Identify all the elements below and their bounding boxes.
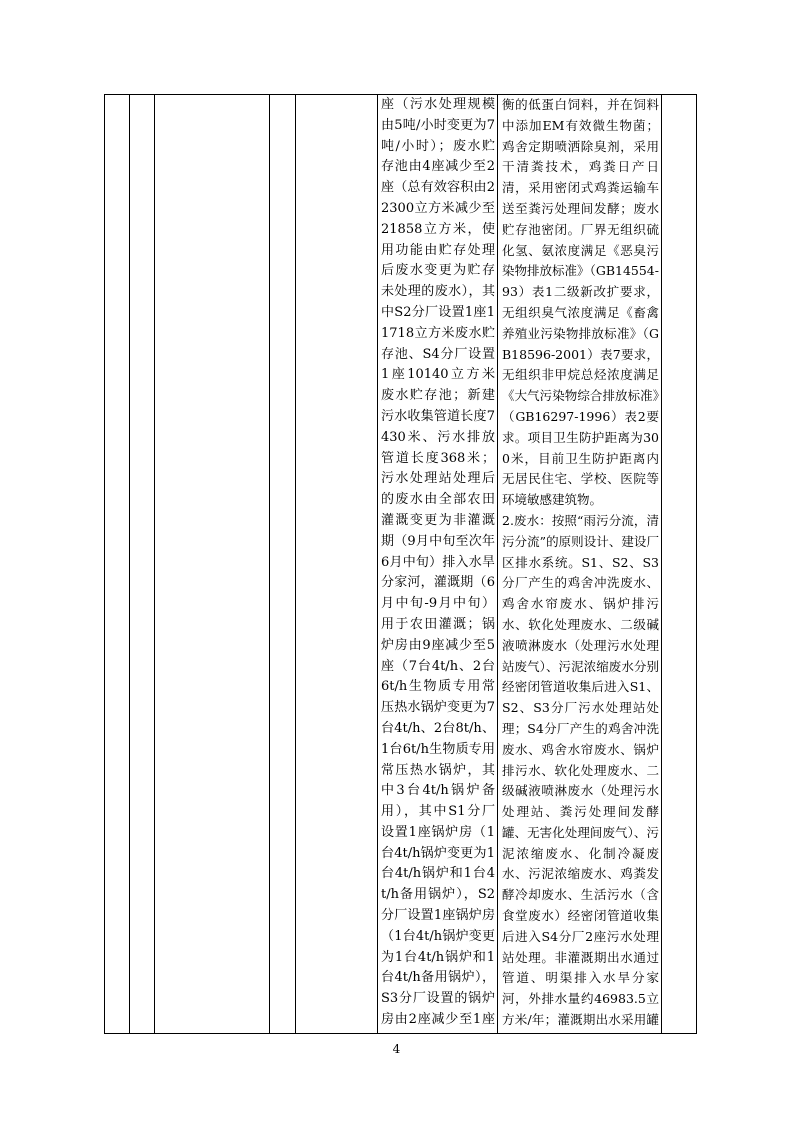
measures-text: 座（污水处理规模由5吨/小时变更为7吨/小时）；废水贮存池由4座减少至2座（总有效容积由22300立方米减少至21858立方米，使用功能由贮存处理后废水变更为贮存未处理的废水），其中S2分厂设置1座11718立方米废水贮存池、S4分厂设置1座10140立方米废水贮存池；新建污水收集管道长度7430米、污水排放管道长度368米；污水处理站处理后的废水由全部农田灌溉变更为非灌溉期（9月中旬至次年6月中旬）排入水旱分家河，灌溉期（6月中旬-9月中旬）用于农田灌溉；锅炉房由9座减少至5座（7台4t/h、2台6t/h生物质专用常压热水锅炉变更为7台4t/h、2台8t/h、1台6t/h生物质专用常压热水锅炉，其中3台4t/h锅炉备用），其中S1分厂设置1座锅炉房（1台4t/h锅炉变更为1台4t/h锅炉和1台4t/h备用锅炉），S2分厂设置1座锅炉房（1台4t/h锅炉变更为1台4t/h锅炉和1台4t/h备用锅炉），S3分厂设置的锅炉房由2座减少至1座 xyxy=(381,97,495,1028)
table-cell-requirements xyxy=(498,95,662,1034)
table-row xyxy=(105,95,697,1034)
table-cell-empty xyxy=(270,95,296,1034)
table-cell-empty xyxy=(662,95,697,1034)
requirements-text: 衡的低蛋白饲料，并在饲料中添加EM有效微生物菌；鸡舍定期喷洒除臭剂，采用干清粪技术，鸡粪日产日清，采用密闭式鸡粪运输车送至粪污处理间发酵；废水贮存池密闭。厂界无组织硫化氢、氨浓度满足《恶臭污染物排放标准》（GB14554-93）表1二级新改扩要求，无组织臭气浓度满足《畜禽养殖业污染物排放标准》（GB18596-2001）表7要求，无组织非甲烷总烃浓度满足《大气污染物综合排放标准》（GB16297-1996）表2要求。项目卫生防护距离为300米，目前卫生防护距离内无居民住宅、学校、医院等环境敏感建筑物。 2.废水：按照“雨污分流，清污分流”的原则设计、建设厂区排水系统。S1、S2、S3分厂产生的鸡舍冲洗废水、鸡舍水帘废水、锅炉排污水、软化处理废水、二级碱液喷淋废水（处理污水处理站废气）、污泥浓缩废水分别经密闭管道收集后进入S1、S2、S3分厂污水处理站处理；S4分厂产生的鸡舍冲洗废水、鸡舍水帘废水、锅炉排污水、软化处理废水、二级碱液喷淋废水（处理污水处理站、粪污处理间发酵罐、无害化处理间废气）、污泥浓缩废水、化制冷凝废水、污泥浓缩废水、鸡粪发酵冷却废水、生活污水（含食堂废水）经密闭管道收集后进入S4分厂2座污水处理站处理。非灌溉期出水通过管道、明渠排入水旱分家河，外排水量约46983.5立方米/年；灌溉期出水采用罐 xyxy=(502,97,659,1028)
table-cell-measures xyxy=(378,95,498,1034)
page-number: 4 xyxy=(392,1042,401,1056)
table-cell-empty xyxy=(296,95,378,1034)
table-cell-empty xyxy=(130,95,155,1034)
table-cell-empty xyxy=(155,95,270,1034)
environmental-change-table xyxy=(104,94,697,1034)
table-cell-index xyxy=(105,95,130,1034)
